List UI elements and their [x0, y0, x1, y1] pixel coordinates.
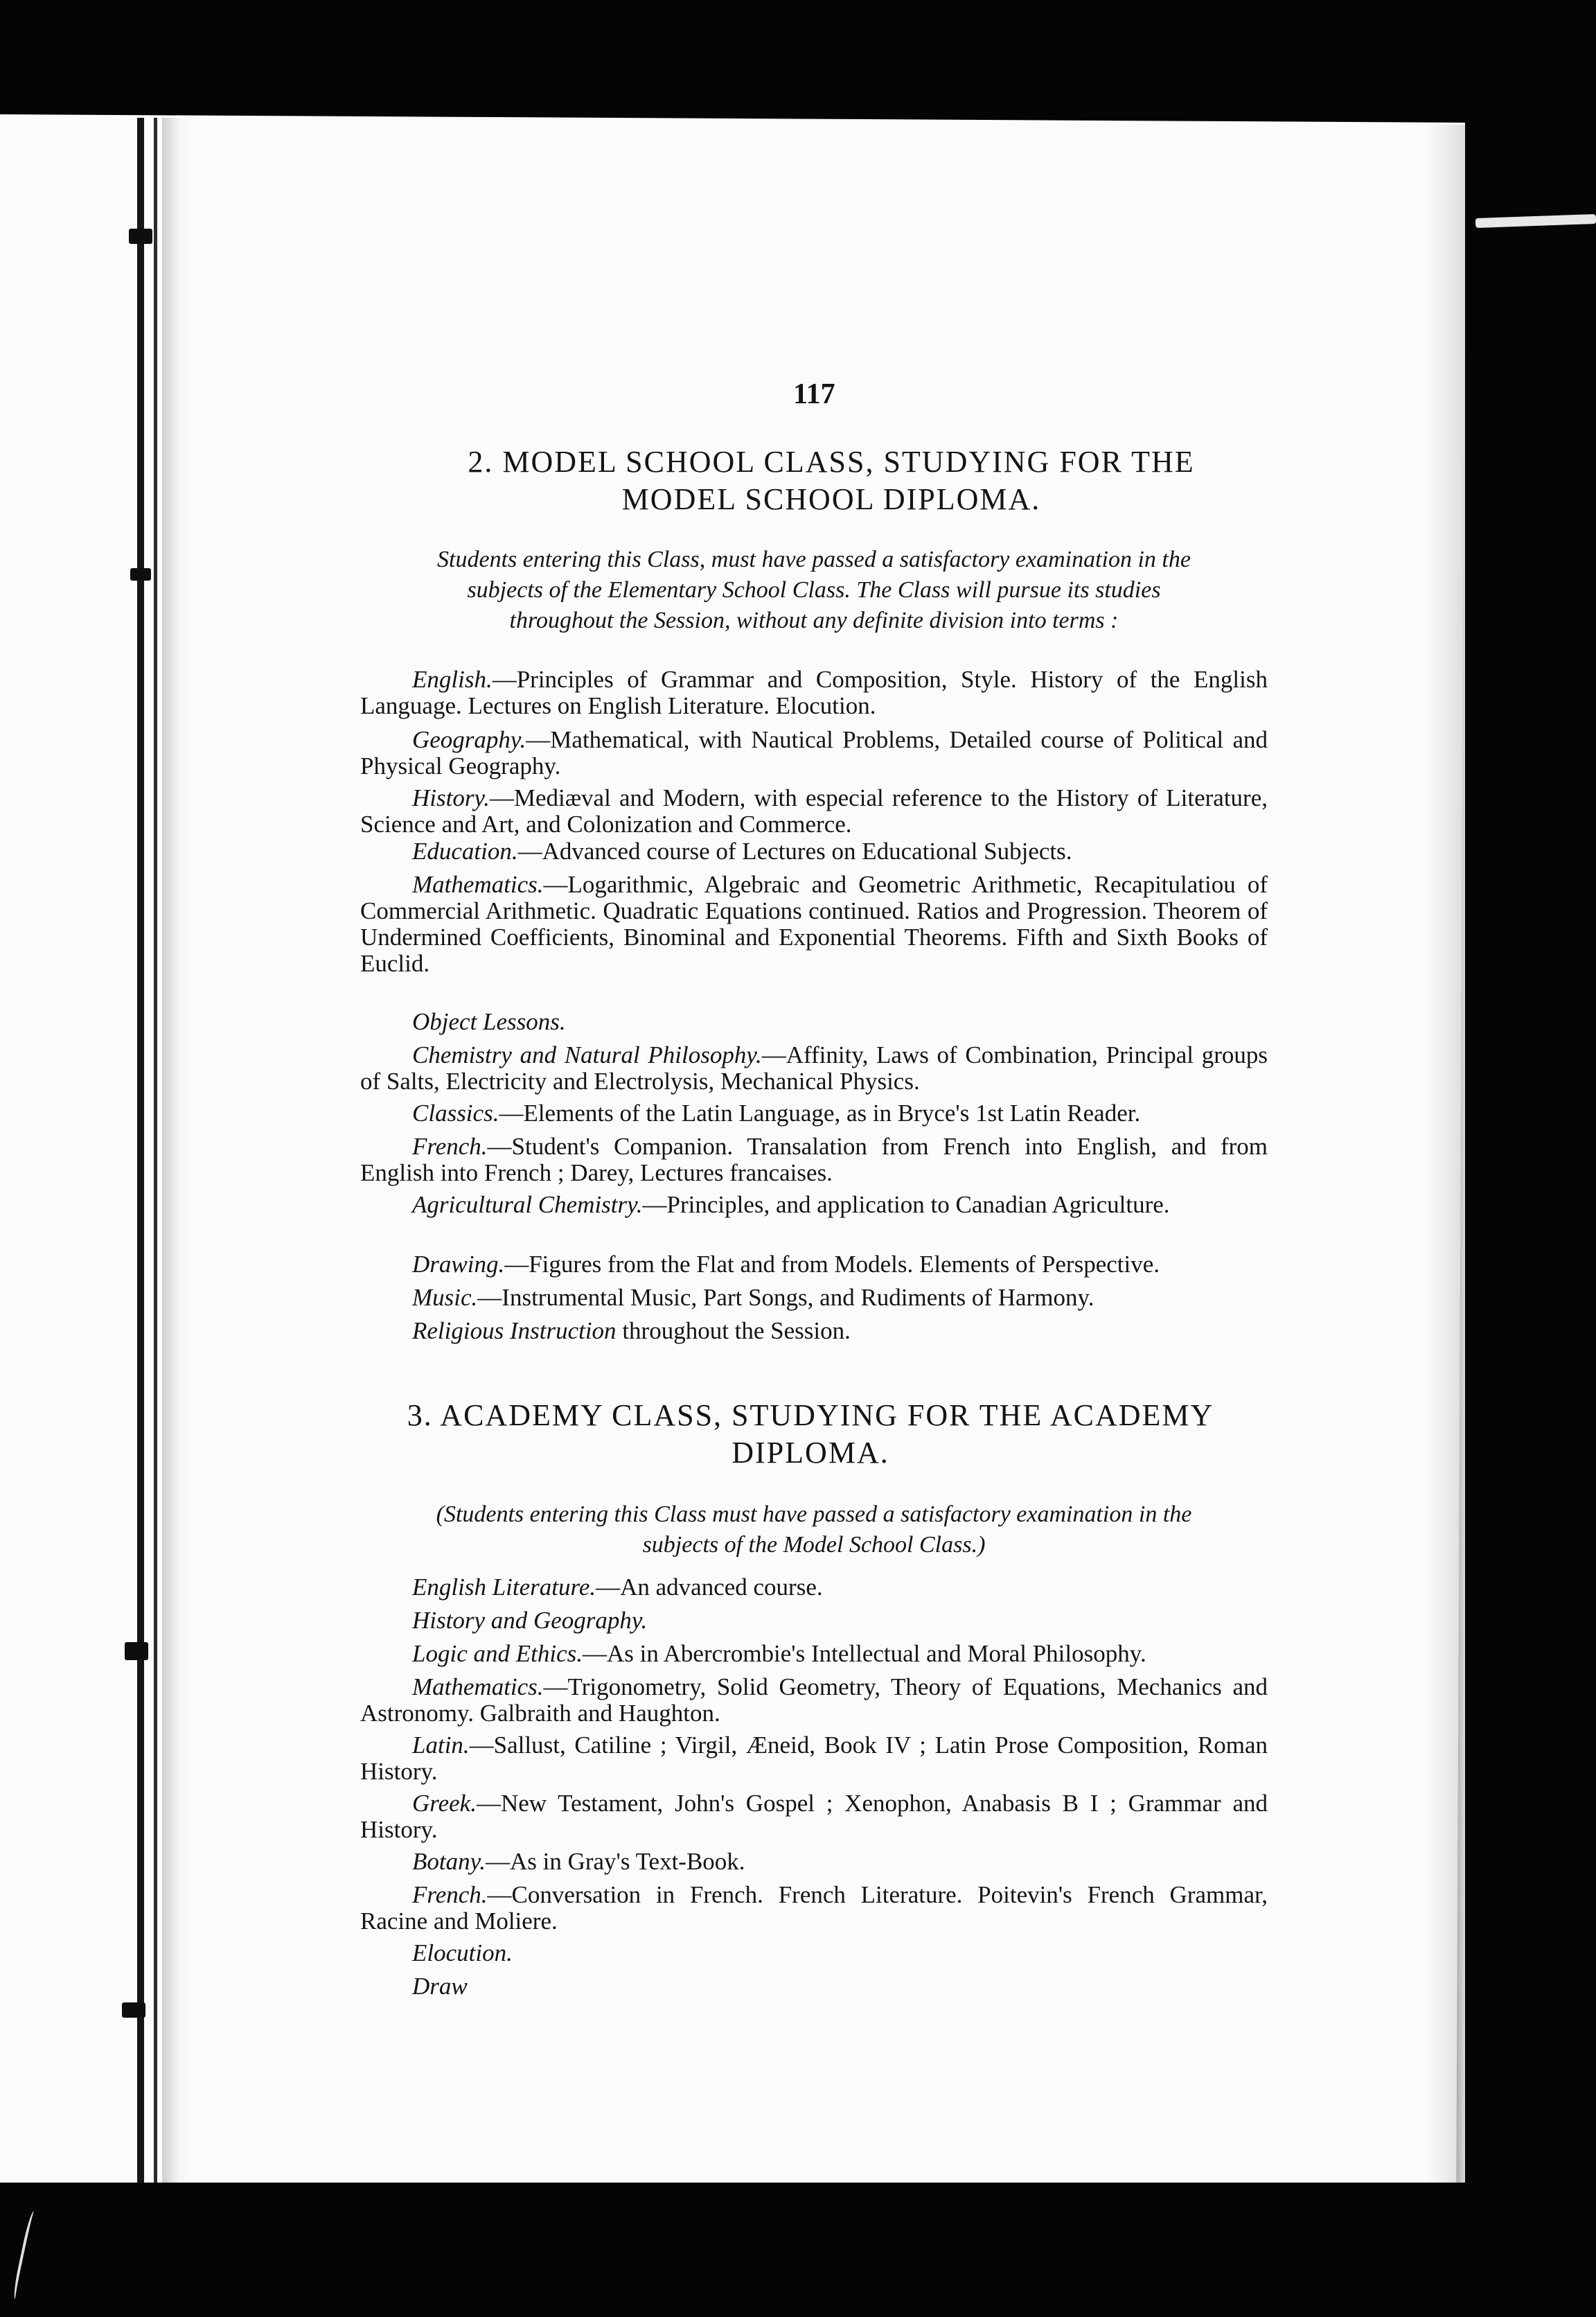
subject-label: English Literature.	[412, 1574, 596, 1601]
section2-heading-line1: 2. MODEL SCHOOL CLASS, STUDYING FOR THE	[468, 445, 1195, 479]
subject-label: Elocution.	[412, 1939, 513, 1966]
subject-label: History.	[412, 784, 490, 811]
subject-description: —As in Gray's Text-Book.	[485, 1848, 745, 1875]
subject-description: —Principles, and application to Canadian Agriculture.	[642, 1191, 1170, 1218]
subject-entry	[360, 1251, 1268, 1278]
binding-knot	[125, 1642, 148, 1660]
subject-label: French.	[412, 1881, 488, 1908]
section3-heading-line2: DIPLOMA.	[732, 1436, 889, 1470]
subject-description: —Conversation in French. French Literature. Poitevin's French Grammar, Racine and Moliere.	[360, 1881, 1268, 1935]
subject-description: —An advanced course.	[596, 1574, 823, 1601]
page-gutter-shadow	[162, 118, 190, 2183]
subject-label: Greek.	[412, 1790, 477, 1817]
section2-note-line2: subjects of the Elementary School Class. The Class will pursue its studies	[467, 577, 1161, 603]
subject-description: —Principles of Grammar and Composition, Style. History of the English Language. Lectures on English Literature. Elocution.	[360, 666, 1268, 719]
subject-entry	[360, 1100, 1268, 1127]
subject-label: Mathematics.	[412, 871, 544, 898]
subject-description: —Elements of the Latin Language, as in Bryce's 1st Latin Reader.	[499, 1100, 1141, 1127]
subject-label: Draw	[412, 1973, 468, 2000]
section2-heading-line2: MODEL SCHOOL DIPLOMA.	[621, 482, 1041, 516]
binding-thread	[137, 118, 144, 2183]
subject-entry	[360, 727, 1268, 779]
subject-entry	[360, 1192, 1268, 1218]
subject-label: Object Lessons.	[412, 1008, 566, 1035]
subject-entry	[360, 1674, 1268, 1727]
subject-entry	[360, 1940, 1268, 1966]
subject-description: —Figures from the Flat and from Models. Elements of Perspective.	[504, 1251, 1160, 1278]
subject-description: —Advanced course of Lectures on Educational Subjects.	[517, 838, 1072, 865]
subject-entry	[360, 1849, 1268, 1875]
subject-label: Agricultural Chemistry.	[412, 1191, 643, 1218]
subject-description: —Logarithmic, Algebraic and Geometric Arithmetic, Recapitulatiou of Commercial Arithmetic. Quadratic Equations continued. Ratios and Progression. Theorem of Undermined Coefficients, Binominal and Exponential Theorems. Fifth and Sixth Books of Euclid.	[360, 871, 1268, 977]
subject-label: History and Geography.	[412, 1607, 648, 1634]
subject-label: Drawing.	[412, 1251, 505, 1278]
subject-description: —Instrumental Music, Part Songs, and Rudiments of Harmony.	[477, 1284, 1094, 1311]
subject-entry	[360, 1732, 1268, 1785]
subject-entry	[360, 1318, 1268, 1344]
subject-description: —Affinity, Laws of Combination, Principal groups of Salts, Electricity and Electrolysis, Mechanical Physics.	[360, 1041, 1268, 1095]
stray-fiber	[1475, 214, 1596, 228]
subject-label: Chemistry and Natural Philosophy.	[412, 1041, 762, 1068]
subject-entry	[360, 785, 1268, 838]
subject-entry	[360, 1607, 1268, 1634]
subject-entry	[360, 872, 1268, 977]
section2-note-line3: throughout the Session, without any definite division into terms :	[509, 608, 1119, 633]
subject-entry	[360, 1882, 1268, 1935]
page-number: 117	[793, 378, 835, 410]
subject-label: Logic and Ethics.	[412, 1640, 583, 1667]
subject-label: Botany.	[412, 1848, 486, 1875]
binding-knot	[122, 2002, 145, 2018]
subject-description: —As in Abercrombie's Intellectual and Moral Philosophy.	[582, 1640, 1146, 1667]
subject-label: English.	[412, 666, 493, 693]
subject-description: —Trigonometry, Solid Geometry, Theory of Equations, Mechanics and Astronomy. Galbraith and Haughton.	[360, 1673, 1268, 1727]
subject-entry	[360, 667, 1268, 719]
subject-entry	[360, 1285, 1268, 1311]
subject-description: throughout the Session.	[616, 1317, 851, 1344]
section2-note-line1: Students entering this Class, must have passed a satisfactory examination in the	[437, 547, 1191, 572]
subject-entry	[360, 1790, 1268, 1843]
subject-description: —Student's Companion. Transalation from French into English, and from English into French ; Darey, Lectures francaises.	[360, 1133, 1268, 1186]
subject-entry	[360, 1134, 1268, 1186]
section3-heading-line1: 3. ACADEMY CLASS, STUDYING FOR THE ACADEMY	[407, 1398, 1214, 1432]
subject-description: —Mediæval and Modern, with especial reference to the History of Literature, Science and Art, and Colonization and Commerce.	[360, 784, 1268, 838]
section3-note-line1: (Students entering this Class must have passed a satisfactory examination in the	[436, 1501, 1192, 1527]
subject-label: Mathematics.	[412, 1673, 544, 1700]
stray-fiber	[12, 2210, 40, 2300]
subject-label: French.	[412, 1133, 488, 1160]
subject-label: Religious Instruction	[412, 1317, 617, 1344]
subject-description: —Mathematical, with Nautical Problems, Detailed course of Political and Physical Geography.	[360, 726, 1268, 779]
subject-label: Education.	[412, 838, 518, 865]
binding-knot	[129, 229, 152, 244]
page-edge-shadow	[1427, 125, 1465, 2183]
subject-entry	[360, 1042, 1268, 1095]
subject-entry	[360, 1574, 1268, 1601]
subject-entry	[360, 838, 1268, 865]
subject-label: Geography.	[412, 726, 526, 753]
binding-knot	[130, 568, 151, 581]
subject-entry	[360, 1973, 1268, 2000]
subject-entry	[360, 1641, 1268, 1667]
subject-description: —Sallust, Catiline ; Virgil, Æneid, Book IV ; Latin Prose Composition, Roman History.	[360, 1732, 1268, 1785]
section3-note-line2: subjects of the Model School Class.)	[642, 1532, 986, 1558]
subject-label: Classics.	[412, 1100, 499, 1127]
subject-label: Latin.	[412, 1732, 470, 1759]
subject-entry	[360, 1009, 1268, 1035]
subject-label: Music.	[412, 1284, 478, 1311]
subject-description: —New Testament, John's Gospel ; Xenophon, Anabasis B I ; Grammar and History.	[360, 1790, 1268, 1843]
binding-edge	[154, 118, 157, 2183]
